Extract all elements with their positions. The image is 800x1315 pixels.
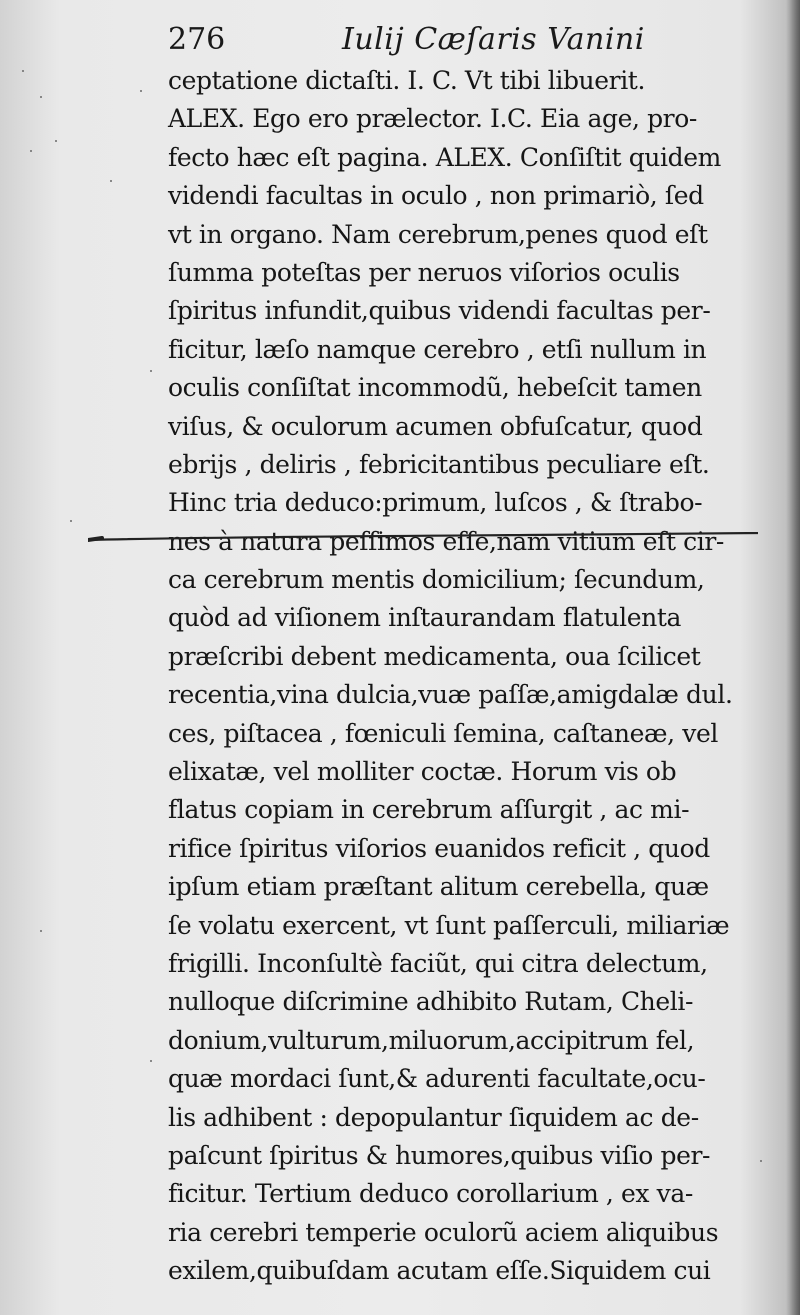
text-line: nulloque diſcrimine adhibito Rutam, Cheli- (168, 987, 694, 1017)
text-line: rifice ſpiritus viſorios euanidos reficit , quod (168, 833, 710, 863)
text-line: elixatæ, vel molliter coctæ. Horum vis ob (168, 757, 677, 787)
paper-speck (110, 180, 112, 182)
paper-speck (70, 520, 72, 522)
text-line: vt in organo. Nam cerebrum,penes quod eſt (168, 219, 708, 249)
text-line: viſus, & oculorum acumen obfuſcatur, quod (168, 411, 703, 441)
paper-speck (760, 1160, 762, 1162)
text-line: ſe volatu exercent, vt ſunt paſſerculi, miliariæ (168, 910, 730, 940)
running-head (168, 18, 668, 62)
text-line: ipſum etiam præſtant alitum cerebella, quæ (168, 872, 709, 902)
text-line: ficitur. Tertium deduco corollarium , ex va- (168, 1179, 693, 1209)
paper-speck (150, 370, 152, 372)
text-line: lis adhibent : depopulantur ſiquidem ac de- (168, 1102, 699, 1132)
text-line: fecto hæc eſt pagina. ALEX. Conſiſtit quidem (168, 142, 721, 172)
text-line: flatus copiam in cerebrum aſſurgit , ac mi- (168, 795, 690, 825)
text-line: ria cerebri temperie oculorũ aciem aliquibus (168, 1217, 719, 1247)
text-line: donium,vulturum,miluorum,accipitrum fel, (168, 1025, 695, 1055)
text-line: præſcribi debent medicamenta, oua ſcilicet (168, 641, 701, 671)
text-line: ficitur, læſo namque cerebro , etſi nullum in (168, 334, 707, 364)
paper-speck (22, 70, 24, 72)
handwritten-underline (88, 532, 758, 544)
text-line: oculis conſiſtat incommodũ, hebeſcit tamen (168, 373, 702, 403)
paper-speck (30, 150, 32, 152)
text-line: ebrijs , deliris , febricitantibus peculiare eſt. (168, 449, 710, 479)
text-line: ces, piſtacea , fœniculi ſemina, caſtaneæ, vel (168, 718, 718, 748)
binding-gutter-shadow (786, 0, 800, 1315)
text-line: ceptatione dictaſti. I. C. Vt tibi libuerit. (168, 66, 645, 95)
text-line: recentia,vina dulcia,vuæ paſſæ,amigdalæ dul. (168, 680, 733, 710)
page-number: 276 (168, 22, 226, 57)
text-line: nes à natura peſſimos eſſe,nam vitium eſt cir- (168, 526, 724, 556)
text-line: exilem,quibuſdam acutam eſſe.Siquidem cui (168, 1256, 711, 1286)
text-line: frigilli. Inconſultè faciũt, qui citra delectum, (168, 948, 708, 978)
text-line: Hinc tria deduco:primum, luſcos , & ſtrabo- (168, 488, 703, 518)
text-line: ſumma poteſtas per neruos viſorios oculis (168, 257, 680, 287)
text-line: ALEX. Ego ero prælector. I.C. Eia age, pro- (168, 104, 697, 134)
text-line: videndi facultas in oculo , non primariò, ſed (168, 181, 704, 211)
running-title: Iulij Cæſaris Vanini (342, 22, 645, 57)
paper-speck (40, 930, 42, 932)
text-line: quæ mordaci ſunt,& adurenti facultate,ocu- (168, 1064, 706, 1094)
paper-speck (40, 96, 42, 98)
text-line: ſpiritus infundit,quibus videndi facultas per- (168, 296, 711, 326)
paper-speck (55, 140, 57, 142)
text-line: quòd ad viſionem inſtaurandam flatulenta (168, 603, 681, 633)
text-line: ca cerebrum mentis domicilium; ſecundum, (168, 565, 705, 595)
body-text (168, 62, 758, 1291)
paper-speck (150, 1060, 152, 1062)
text-line: paſcunt ſpiritus & humores,quibus viſio per- (168, 1140, 711, 1170)
paper-speck (140, 90, 142, 92)
